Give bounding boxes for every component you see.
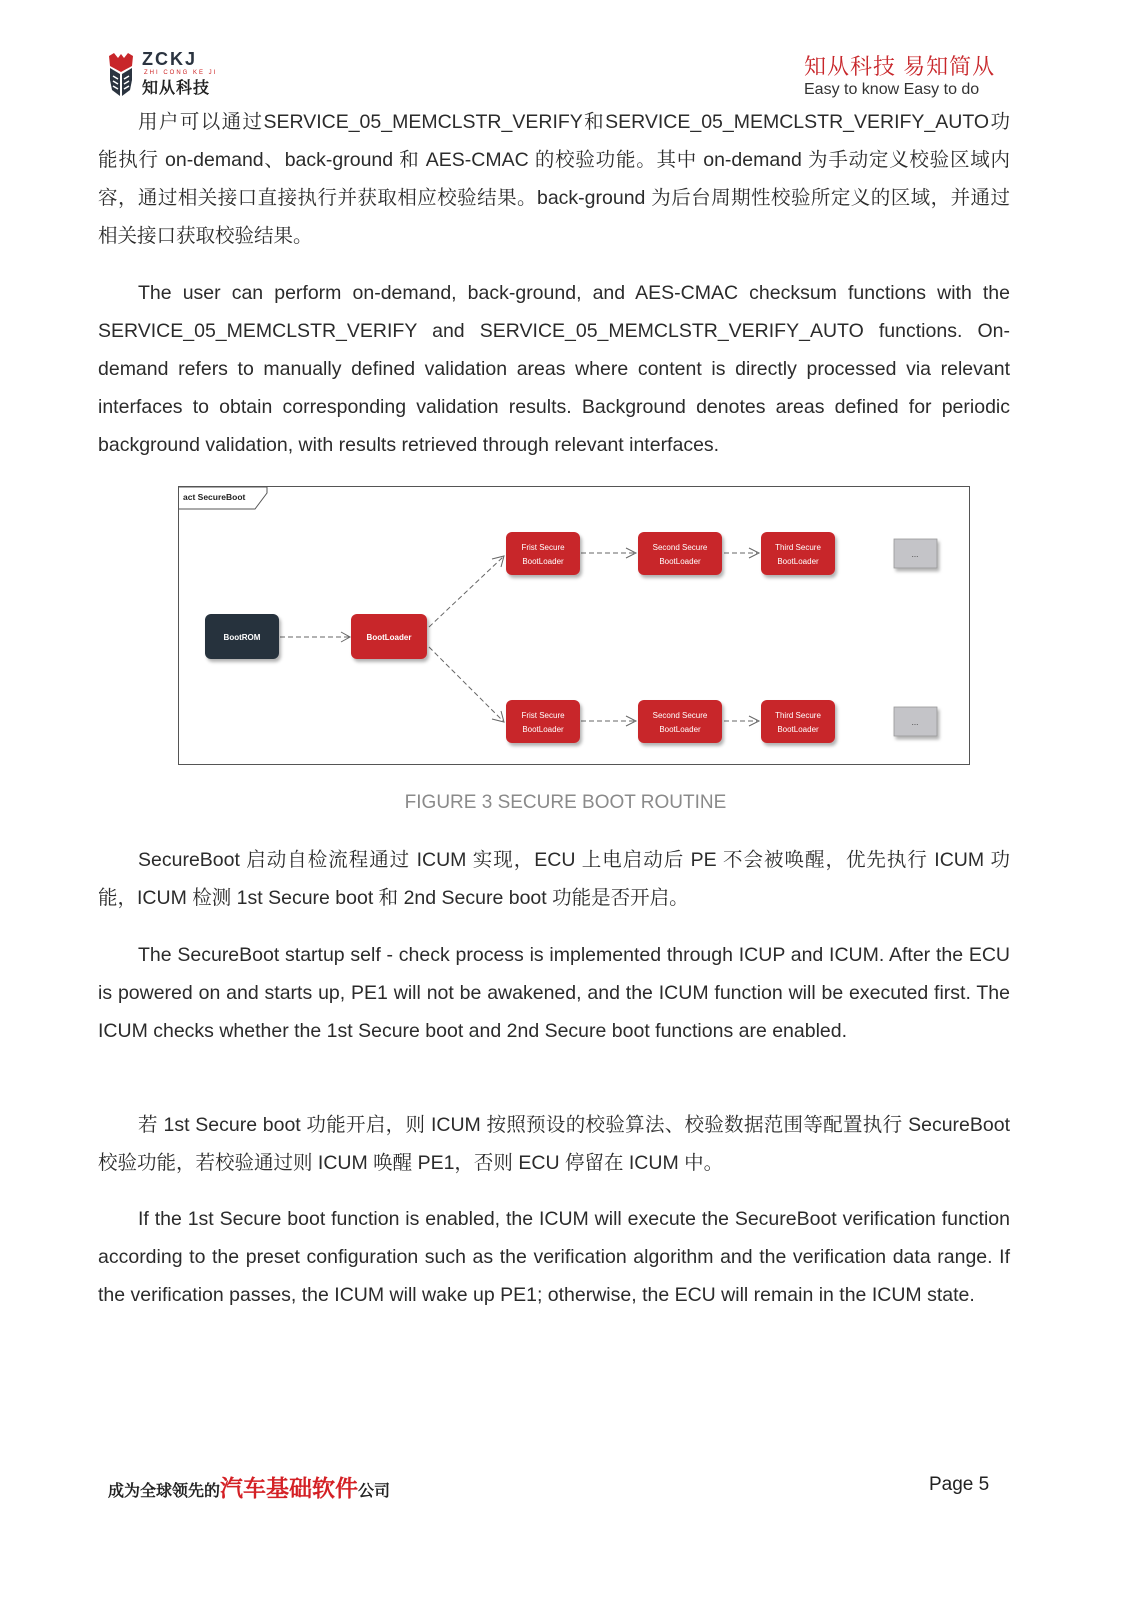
node-label: ... [911, 718, 919, 727]
company-logo [106, 50, 256, 102]
paragraph-en-first-secure-boot: If the 1st Secure boot function is enabled, the ICUM will execute the SecureBoot verification function according to the preset configuration such as the verification algorithm and the verification data range. If the verification passes, the ICUM will wake up PE1; otherwise, the ECU will remain in the ICUM state. [98, 1208, 1010, 1306]
node-label-line1: Frist Secure [521, 543, 565, 552]
node-label-line2: BootLoader [522, 725, 564, 734]
logo-chinese-name: 知从科技 [142, 80, 211, 97]
node-label-line2: BootLoader [659, 557, 701, 566]
frame-label-tab [179, 487, 267, 509]
edge-bootloader-top-first [429, 557, 503, 627]
node-top-first-secure-bootloader [506, 532, 580, 575]
logo-subtitle: ZHI CONG KE JI [144, 70, 218, 76]
footer-tagline [108, 1470, 390, 1503]
diagram-canvas [179, 487, 969, 764]
figure-caption: FIGURE 3 SECURE BOOT ROUTINE [404, 792, 727, 813]
logo-latin-text: ZCKJ [142, 49, 198, 69]
node-bot-first-secure-bootloader [506, 700, 580, 743]
node-label-line1: Frist Secure [521, 711, 565, 720]
tagline-prefix: 成为全球领先的 [108, 1483, 221, 1500]
node-label-line1: Second Secure [652, 711, 708, 720]
node-bot-third-secure-bootloader [761, 700, 835, 743]
node-bot-second-secure-bootloader [638, 700, 722, 743]
node-bootrom [205, 614, 279, 659]
paragraph-en-secureboot-process: The SecureBoot startup self - check process is implemented through ICUP and ICUM. After the ECU is powered on and starts up, PE1 will not be awakened, and the ICUM function will be executed first. The ICUM checks whether the 1st Secure boot and 2nd Secure boot functions are enabled. [98, 944, 1010, 1042]
tagline-highlight: 汽车基础软件 [220, 1475, 359, 1501]
tagline-suffix: 公司 [358, 1483, 391, 1500]
node-label: BootROM [223, 633, 261, 642]
node-top-second-secure-bootloader [638, 532, 722, 575]
paragraph-cn-verify-functions: 用户可以通过SERVICE_05_MEMCLSTR_VERIFY和SERVICE_05_MEMCLSTR_VERIFY_AUTO功能执行 on-demand、back-ground 和 AES-CMAC 的校验功能。其中 on-demand 为手动定义校验区域内容，通过相关接口直接执行并获取相应校验结果。back-ground 为后台周期性校验所定义的区域，并通过相关接口获取校验结果。 [98, 111, 1010, 247]
slogan-english: Easy to know Easy to do [804, 81, 980, 98]
node-label-line2: BootLoader [777, 557, 819, 566]
node-label-line1: Third Secure [775, 711, 821, 720]
frame-label: act SecureBoot [183, 492, 246, 502]
node-label: BootLoader [366, 633, 412, 642]
node-label-line2: BootLoader [522, 557, 564, 566]
node-label-line2: BootLoader [777, 725, 819, 734]
node-top-more [894, 539, 937, 568]
paragraph-cn-first-secure-boot: 若 1st Secure boot 功能开启，则 ICUM 按照预设的校验算法、校验数据范围等配置执行 SecureBoot 校验功能，若校验通过则 ICUM 唤醒 PE1，否则 ECU 停留在 ICUM 中。 [98, 1114, 1010, 1174]
node-label: ... [911, 550, 919, 559]
slogan-chinese: 知从科技 易知简从 [804, 54, 996, 79]
header-slogan [804, 54, 1024, 100]
logo-emblem-icon [106, 52, 136, 98]
node-bootloader [351, 614, 427, 659]
edge-bootloader-bot-first [429, 647, 503, 721]
node-label-line2: BootLoader [659, 725, 701, 734]
node-top-third-secure-bootloader [761, 532, 835, 575]
node-label-line1: Second Secure [652, 543, 708, 552]
node-bot-more [894, 707, 937, 736]
paragraph-en-verify-functions: The user can perform on-demand, back-ground, and AES-CMAC checksum functions with the SERVICE_05_MEMCLSTR_VERIFY and SERVICE_05_MEMCLSTR_VERIFY_AUTO functions. On-demand refers to manually defined validation areas where content is directly processed via relevant interfaces to obtain corresponding validation results. Background denotes areas defined for periodic background validation, with results retrieved through relevant interfaces. [98, 282, 1010, 456]
paragraph-cn-secureboot-process: SecureBoot 启动自检流程通过 ICUM 实现，ECU 上电启动后 PE 不会被唤醒，优先执行 ICUM 功能，ICUM 检测 1st Secure boot 和 2nd Secure boot 功能是否开启。 [98, 849, 1010, 909]
secure-boot-diagram [178, 486, 970, 765]
page-number: Page 5 [929, 1474, 990, 1495]
node-label-line1: Third Secure [775, 543, 821, 552]
